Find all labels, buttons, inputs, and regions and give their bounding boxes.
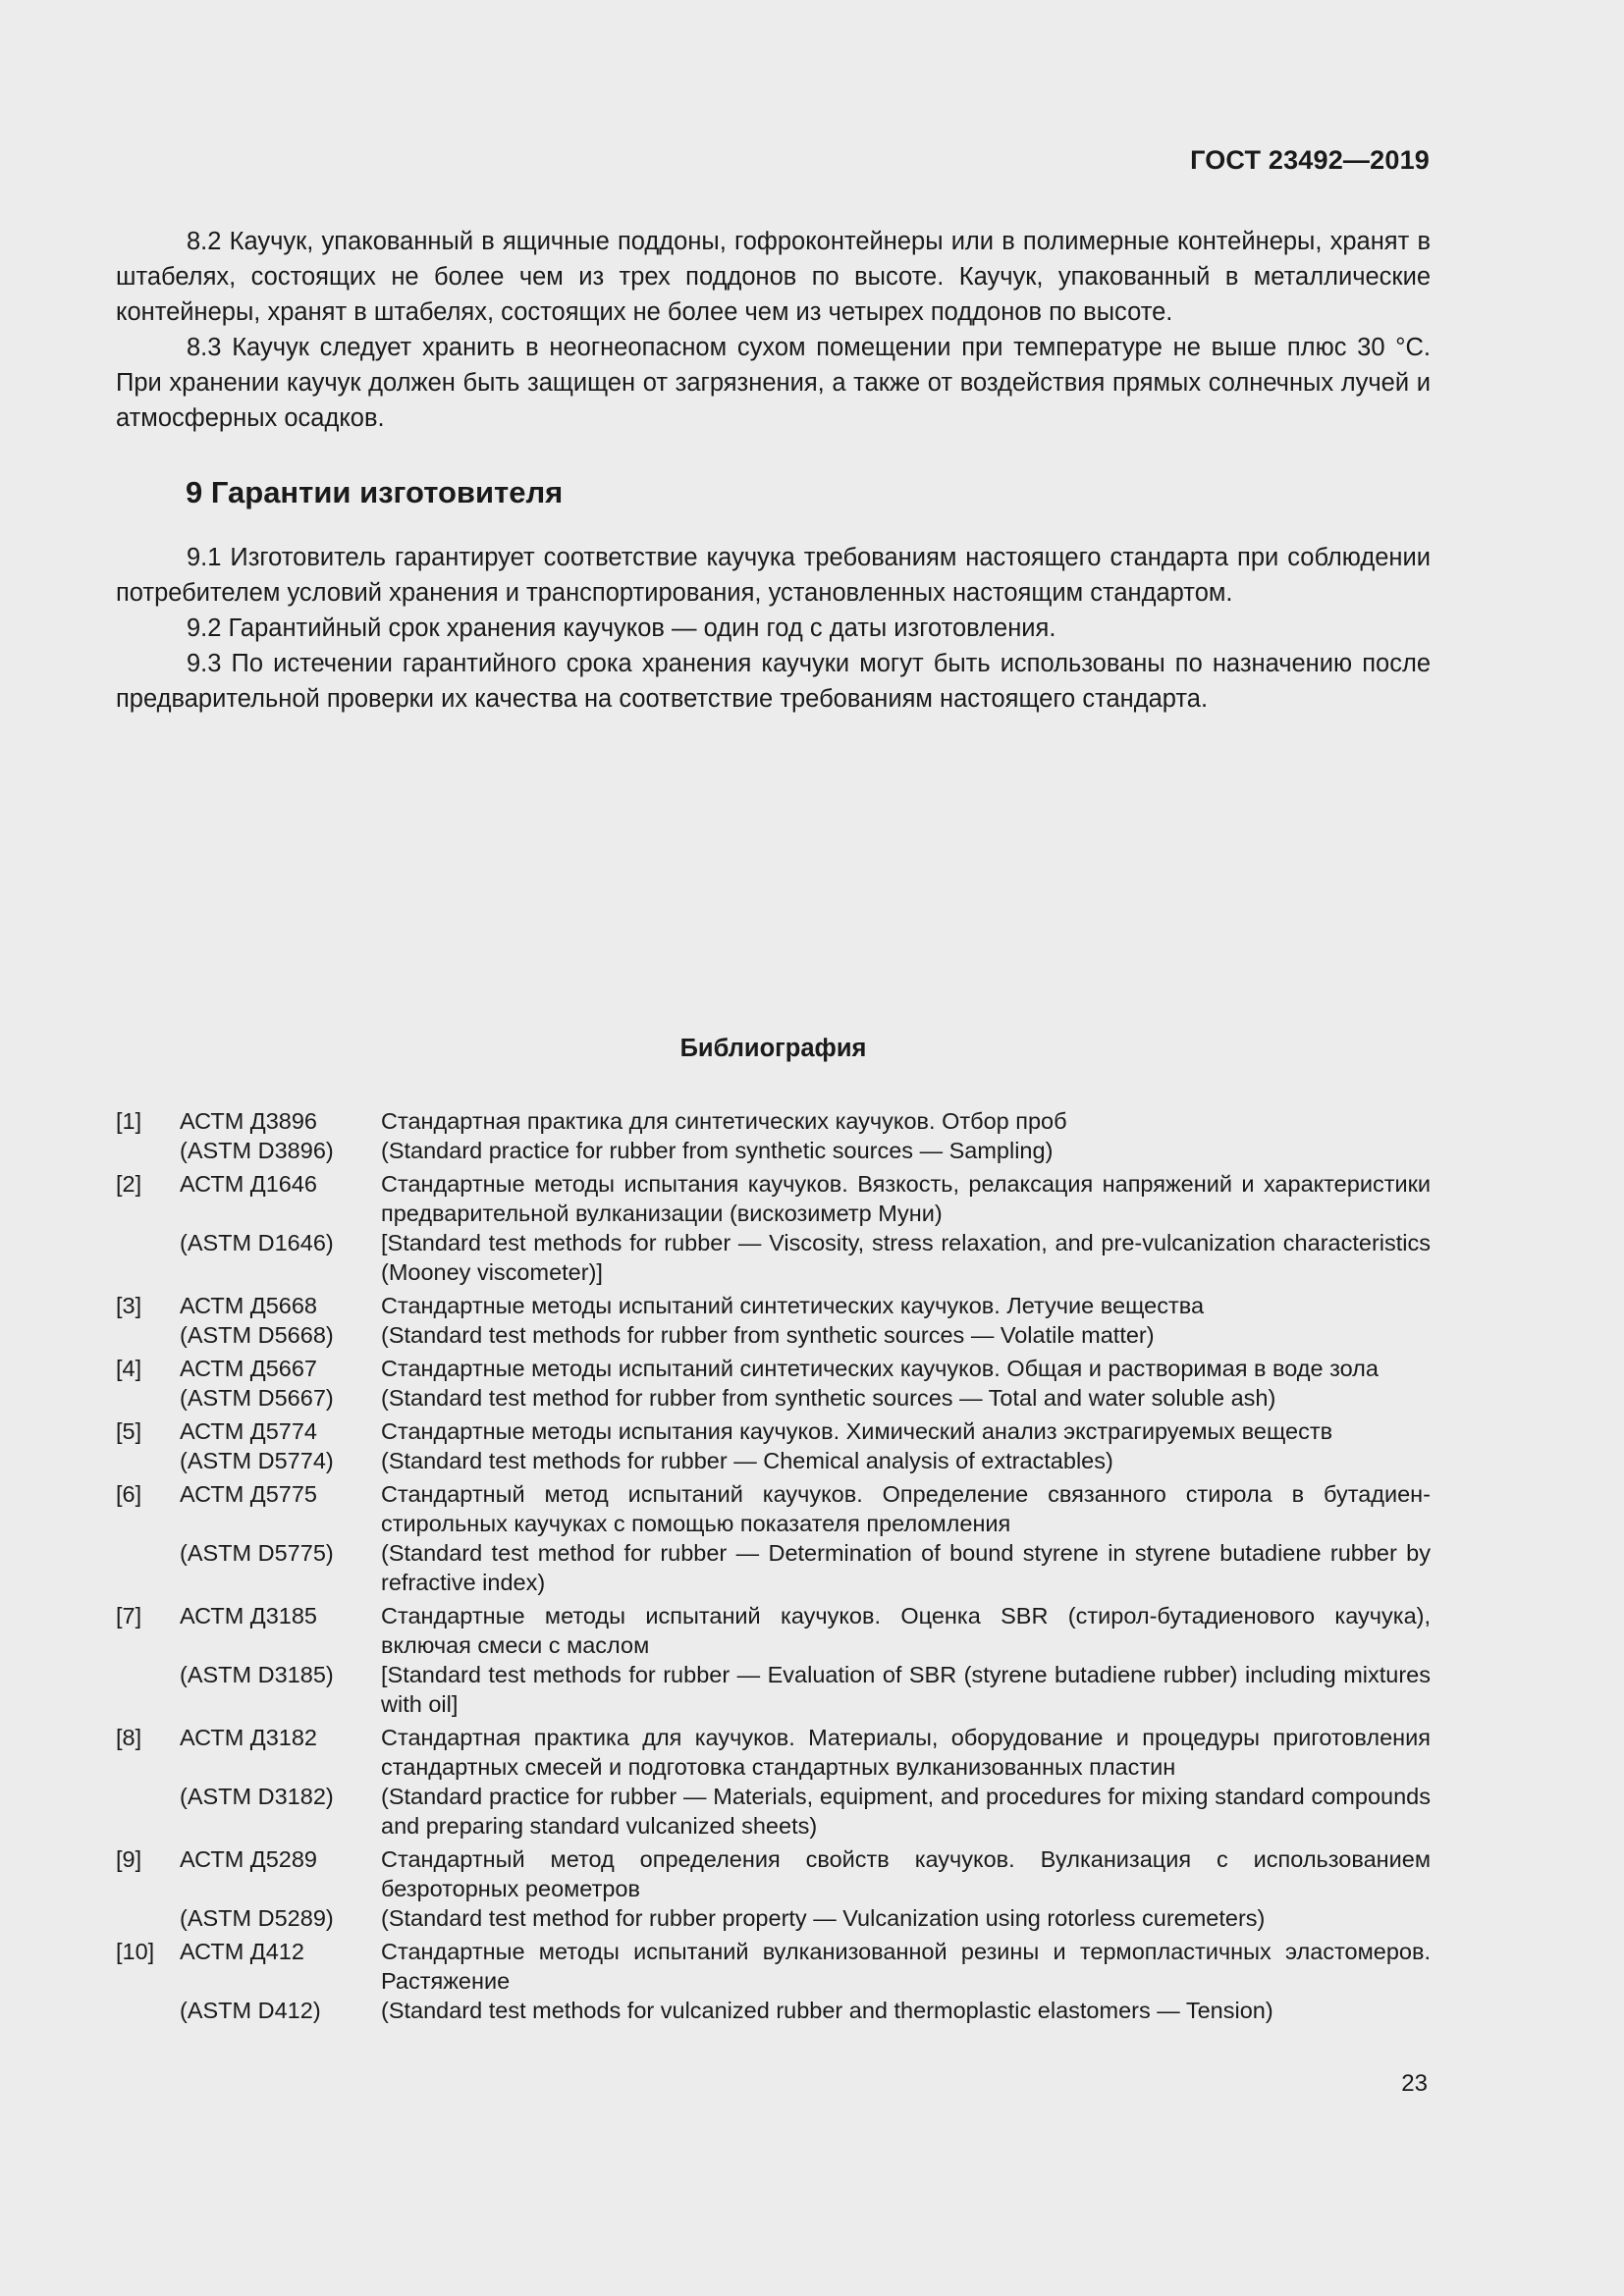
entry-number-spacer	[116, 1320, 180, 1350]
entry-code-ru: АСТМ Д5668	[180, 1293, 318, 1318]
entry-number: [5]	[116, 1418, 142, 1444]
paragraph-9-3: 9.3 По истечении гарантийного срока хранения каучуки могут быть использованы по назначению после предварительной проверки их качества на соответствие требованиям настоящего стандарта.	[116, 650, 1431, 713]
bibliography-entry	[116, 1844, 1431, 1903]
bibliography-entry-original	[116, 1320, 1431, 1350]
entry-code-en: (ASTM D3896)	[180, 1138, 334, 1163]
entry-code-ru: АСТМ Д3896	[180, 1108, 318, 1134]
entry-code-en: (ASTM D3182)	[180, 1784, 334, 1809]
entry-code-en: (ASTM D5774)	[180, 1448, 334, 1473]
entry-code-ru: АСТМ Д5774	[180, 1418, 318, 1444]
bibliography-entry	[116, 1601, 1431, 1660]
entry-number-spacer	[116, 1660, 180, 1719]
entry-title-ru: Стандартные методы испытаний вулканизованной резины и термопластичных эластомеров. Растяжение	[381, 1939, 1431, 1994]
bibliography-entry	[116, 1169, 1431, 1228]
entry-title-en: (Standard test methods for rubber from synthetic sources — Volatile matter)	[381, 1322, 1155, 1348]
entry-number-spacer	[116, 1136, 180, 1165]
bibliography-entry	[116, 1416, 1431, 1446]
entry-number-spacer	[116, 1228, 180, 1287]
bibliography-entry	[116, 1479, 1431, 1538]
paragraph-9-1: 9.1 Изготовитель гарантирует соответствие каучука требованиям настоящего стандарта при соблюдении потребителем условий хранения и транспортирования, установленных настоящим стандартом.	[116, 544, 1431, 607]
entry-number-spacer	[116, 1383, 180, 1413]
bibliography-entry-original	[116, 1903, 1431, 1933]
bibliography-entry	[116, 1354, 1431, 1383]
bibliography-entry-original	[116, 1660, 1431, 1719]
paragraph-9-2: 9.2 Гарантийный срок хранения каучуков — один год с даты изготовления.	[187, 614, 1056, 642]
entry-number: [2]	[116, 1171, 142, 1197]
entry-code-ru: АСТМ Д3185	[180, 1603, 318, 1629]
entry-code-en: (ASTM D5667)	[180, 1385, 334, 1411]
entry-number-spacer	[116, 1996, 180, 2025]
section-9-title: 9 Гарантии изготовителя	[186, 475, 564, 509]
entry-number: [10]	[116, 1939, 155, 1964]
entry-title-en: (Standard test method for rubber property — Vulcanization using rotorless curemeters)	[381, 1905, 1266, 1931]
entry-code-ru: АСТМ Д412	[180, 1939, 304, 1964]
entry-code-en: (ASTM D3185)	[180, 1662, 334, 1687]
bibliography-entry-original	[116, 1383, 1431, 1413]
entry-title-en: (Standard test methods for rubber — Chemical analysis of extractables)	[381, 1448, 1113, 1473]
entry-number: [1]	[116, 1108, 142, 1134]
entry-code-ru: АСТМ Д1646	[180, 1171, 318, 1197]
bibliography-entry	[116, 1937, 1431, 1996]
bibliography-entry-original	[116, 1538, 1431, 1597]
bibliography-list	[116, 1106, 1431, 2029]
bibliography-entry-original	[116, 1996, 1431, 2025]
entry-number: [8]	[116, 1725, 142, 1750]
entry-title-ru: Стандартные методы испытания каучуков. Химический анализ экстрагируемых веществ	[381, 1418, 1333, 1444]
entry-number: [4]	[116, 1356, 142, 1381]
bibliography-entry	[116, 1291, 1431, 1320]
entry-title-ru: Стандартный метод определения свойств каучуков. Вулканизация с использованием безроторных реометров	[381, 1846, 1431, 1901]
entry-number-spacer	[116, 1903, 180, 1933]
document-code: ГОСТ 23492—2019	[1190, 145, 1430, 175]
entry-number: [7]	[116, 1603, 142, 1629]
entry-code-ru: АСТМ Д5667	[180, 1356, 318, 1381]
entry-code-en: (ASTM D5668)	[180, 1322, 334, 1348]
entry-title-en: (Standard test method for rubber from synthetic sources — Total and water soluble ash)	[381, 1385, 1276, 1411]
section-9-body	[116, 540, 1431, 717]
entry-code-en: (ASTM D5775)	[180, 1540, 334, 1566]
entry-title-ru: Стандартная практика для синтетических каучуков. Отбор проб	[381, 1108, 1067, 1134]
entry-number-spacer	[116, 1782, 180, 1841]
entry-title-en: [Standard test methods for rubber — Evaluation of SBR (styrene butadiene rubber) including mixtures with oil]	[381, 1662, 1431, 1717]
bibliography-entry	[116, 1723, 1431, 1782]
entry-number: [9]	[116, 1846, 142, 1872]
entry-title-ru: Стандартная практика для каучуков. Материалы, оборудование и процедуры приготовления стандартных смесей и подготовка стандартных вулканизованных пластин	[381, 1725, 1431, 1780]
bibliography-entry-original	[116, 1782, 1431, 1841]
entry-title-en: (Standard test method for rubber — Determination of bound styrene in styrene butadiene rubber by refractive index)	[381, 1540, 1431, 1595]
entry-title-en: (Standard practice for rubber from synthetic sources — Sampling)	[381, 1138, 1054, 1163]
entry-title-ru: Стандартные методы испытаний синтетических каучуков. Летучие вещества	[381, 1293, 1205, 1318]
entry-code-ru: АСТМ Д5289	[180, 1846, 318, 1872]
entry-title-ru: Стандартные методы испытаний каучуков. Оценка SBR (стирол-бутадиенового каучука), включая смеси с маслом	[381, 1603, 1431, 1658]
bibliography-title: Библиография	[679, 1035, 867, 1062]
entry-number: [6]	[116, 1481, 142, 1507]
paragraph-8-2: 8.2 Каучук, упакованный в ящичные поддоны, гофроконтейнеры или в полимерные контейнеры, хранят в штабелях, состоящих не более чем из трех поддонов по высоте. Каучук, упакованный в металлические контейнеры, хранят в штабелях, состоящих не более чем из четырех поддонов по высоте.	[116, 228, 1431, 326]
bibliography-entry-original	[116, 1228, 1431, 1287]
entry-number-spacer	[116, 1446, 180, 1475]
page-number: 23	[1401, 2070, 1428, 2097]
bibliography-entry	[116, 1106, 1431, 1136]
entry-number: [3]	[116, 1293, 142, 1318]
paragraph-8-3: 8.3 Каучук следует хранить в неогнеопасном сухом помещении при температуре не выше плюс 30 °С. При хранении каучук должен быть защищен от загрязнения, а также от воздействия прямых солнечных лучей и атмосферных осадков.	[116, 334, 1431, 432]
section-8-body	[116, 224, 1431, 436]
entry-code-ru: АСТМ Д5775	[180, 1481, 318, 1507]
entry-code-ru: АСТМ Д3182	[180, 1725, 318, 1750]
entry-number-spacer	[116, 1538, 180, 1597]
bibliography-entry-original	[116, 1446, 1431, 1475]
entry-code-en: (ASTM D1646)	[180, 1230, 334, 1255]
entry-title-ru: Стандартный метод испытаний каучуков. Определение связанного стирола в бутадиен-стирольных каучуках с помощью показателя преломления	[381, 1481, 1431, 1536]
entry-title-en: (Standard test methods for vulcanized rubber and thermoplastic elastomers — Tension)	[381, 1998, 1273, 2023]
entry-title-en: [Standard test methods for rubber — Viscosity, stress relaxation, and pre-vulcanization characteristics (Mooney viscometer)]	[381, 1230, 1431, 1285]
entry-title-en: (Standard practice for rubber — Materials, equipment, and procedures for mixing standard compounds and preparing standard vulcanized sheets)	[381, 1784, 1431, 1839]
entry-title-ru: Стандартные методы испытаний синтетических каучуков. Общая и растворимая в воде зола	[381, 1356, 1379, 1381]
entry-title-ru: Стандартные методы испытания каучуков. Вязкость, релаксация напряжений и характеристики предварительной вулканизации (вискозиметр Муни)	[381, 1171, 1431, 1226]
entry-code-en: (ASTM D5289)	[180, 1905, 334, 1931]
entry-code-en: (ASTM D412)	[180, 1998, 321, 2023]
bibliography-entry-original	[116, 1136, 1431, 1165]
